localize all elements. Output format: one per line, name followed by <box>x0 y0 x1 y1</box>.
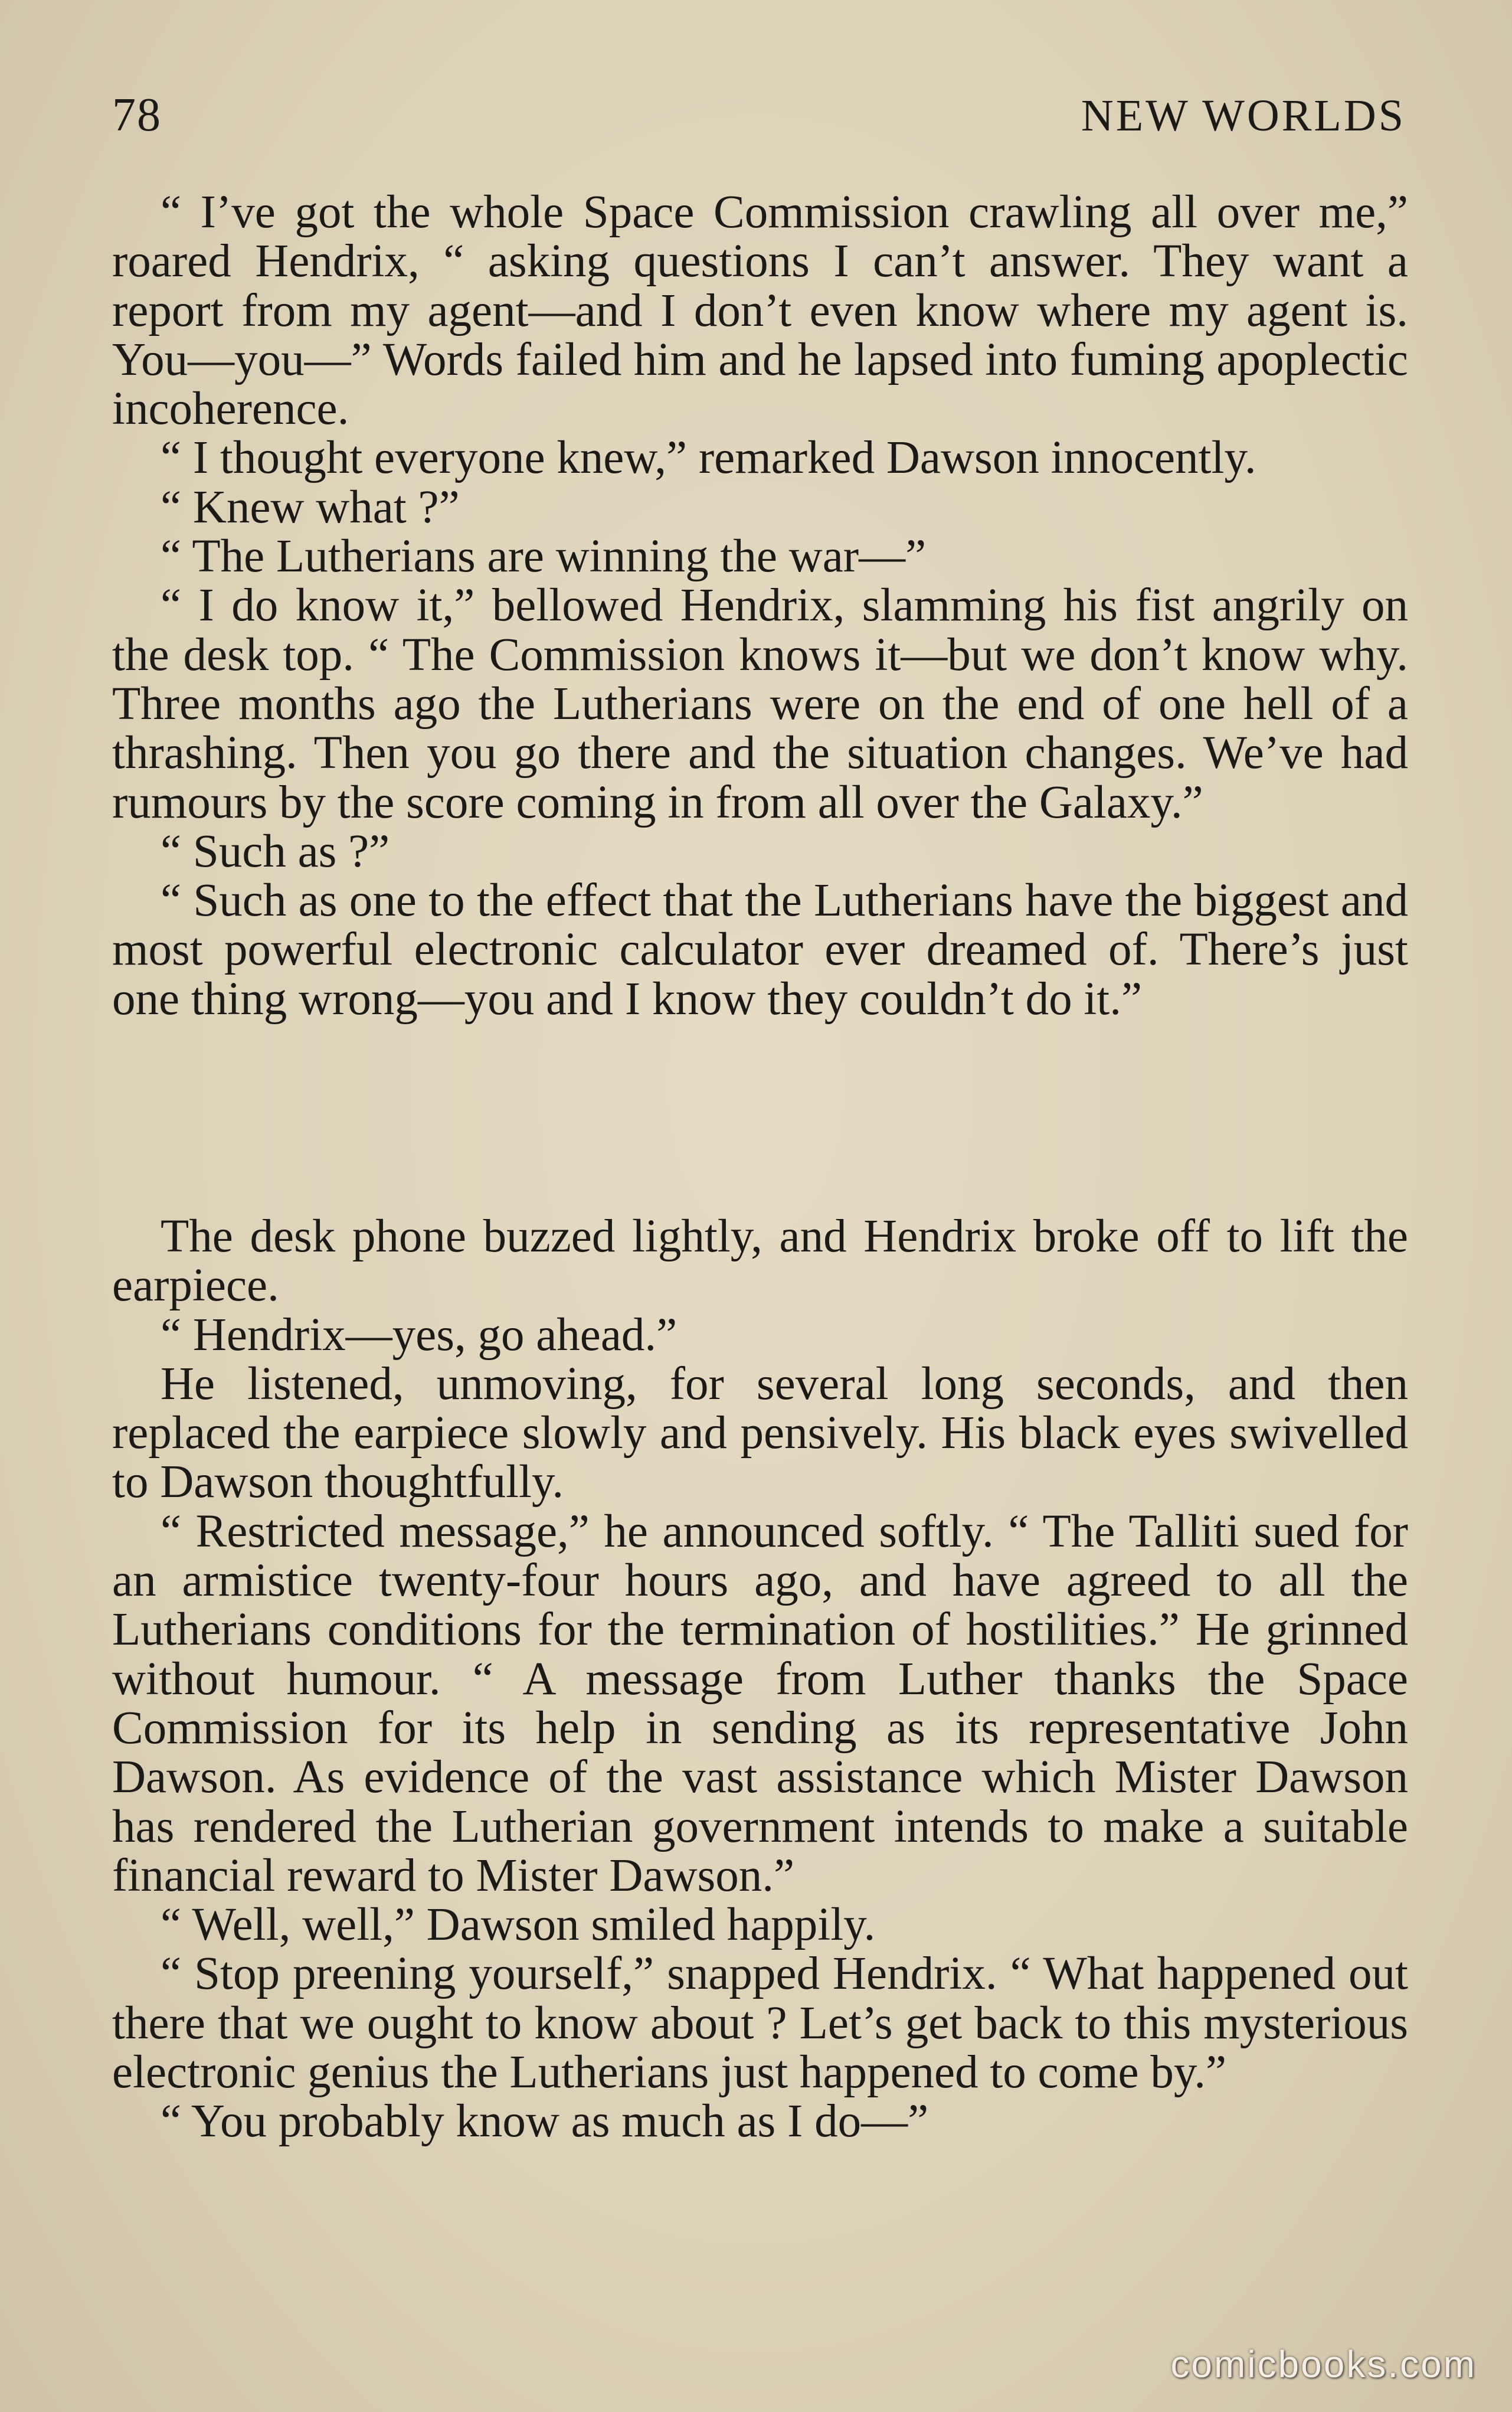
paragraph: “ Restricted message,” he announced softly. “ The Talliti sued for an armistice twenty-four hours ago, and have agreed to all the Lutherians conditions for the termination of hostilities.” He grinned without humour. “ A message from Luther thanks the Space Commission for its help in sending as its representative John Dawson. As evidence of the vast assistance which Mister Dawson has rendered the Lutherian government intends to make a suitable financial reward to Mister Dawson.” <box>112 1505 1408 1901</box>
journal-title: NEW WORLDS <box>1081 91 1406 140</box>
paragraph: “ Such as ?” <box>161 825 390 877</box>
running-head <box>112 89 1406 142</box>
paragraph: “ I do know it,” bellowed Hendrix, slamming his fist angrily on the desk top. “ The Commission knows it—but we don’t know why. Three months ago the Lutherians were on the end of one hell of a thrashing. Then you go there and the situation changes. We’ve had rumours by the score coming in from all over the Galaxy.” <box>112 580 1408 828</box>
paragraph: “ Stop preening yourself,” snapped Hendrix. “ What happened out there that we ought to know about ? Let’s get back to this mysterious electronic genius the Lutherians just happened to come by.” <box>112 1948 1408 2099</box>
paragraph: The desk phone buzzed lightly, and Hendrix broke off to lift the earpiece. <box>112 1211 1408 1312</box>
page-number: 78 <box>112 89 162 141</box>
paragraph: “ I thought everyone knew,” remarked Dawson innocently. <box>161 432 1256 484</box>
paragraph: “ The Lutherians are winning the war—” <box>161 531 927 583</box>
text-section-2 <box>112 1212 1408 2146</box>
paragraph: “ Such as one to the effect that the Lutherians have the biggest and most powerful electronic calculator ever dreamed of. There’s just one thing wrong—you and I know they couldn’t do it.” <box>112 875 1408 1025</box>
paragraph: “ I’ve got the whole Space Commission crawling all over me,” roared Hendrix, “ asking questions I can’t answer. They want a report from my agent—and I don’t even know where my agent is. You—you—” Words failed him and he lapsed into fuming apoplectic incoherence. <box>112 187 1408 435</box>
watermark: comicbooks.com <box>1170 2343 1477 2385</box>
paragraph: He listened, unmoving, for several long seconds, and then replaced the earpiece slowly and pensively. His black eyes swivelled to Dawson thoughtfully. <box>112 1358 1408 1508</box>
paragraph: “ You probably know as much as I do—” <box>161 2096 929 2148</box>
text-section-1 <box>112 188 1408 1024</box>
paragraph: “ Well, well,” Dawson smiled happily. <box>161 1899 876 1951</box>
paragraph: “ Hendrix—yes, go ahead.” <box>161 1309 678 1361</box>
paragraph: “ Knew what ?” <box>161 481 460 533</box>
